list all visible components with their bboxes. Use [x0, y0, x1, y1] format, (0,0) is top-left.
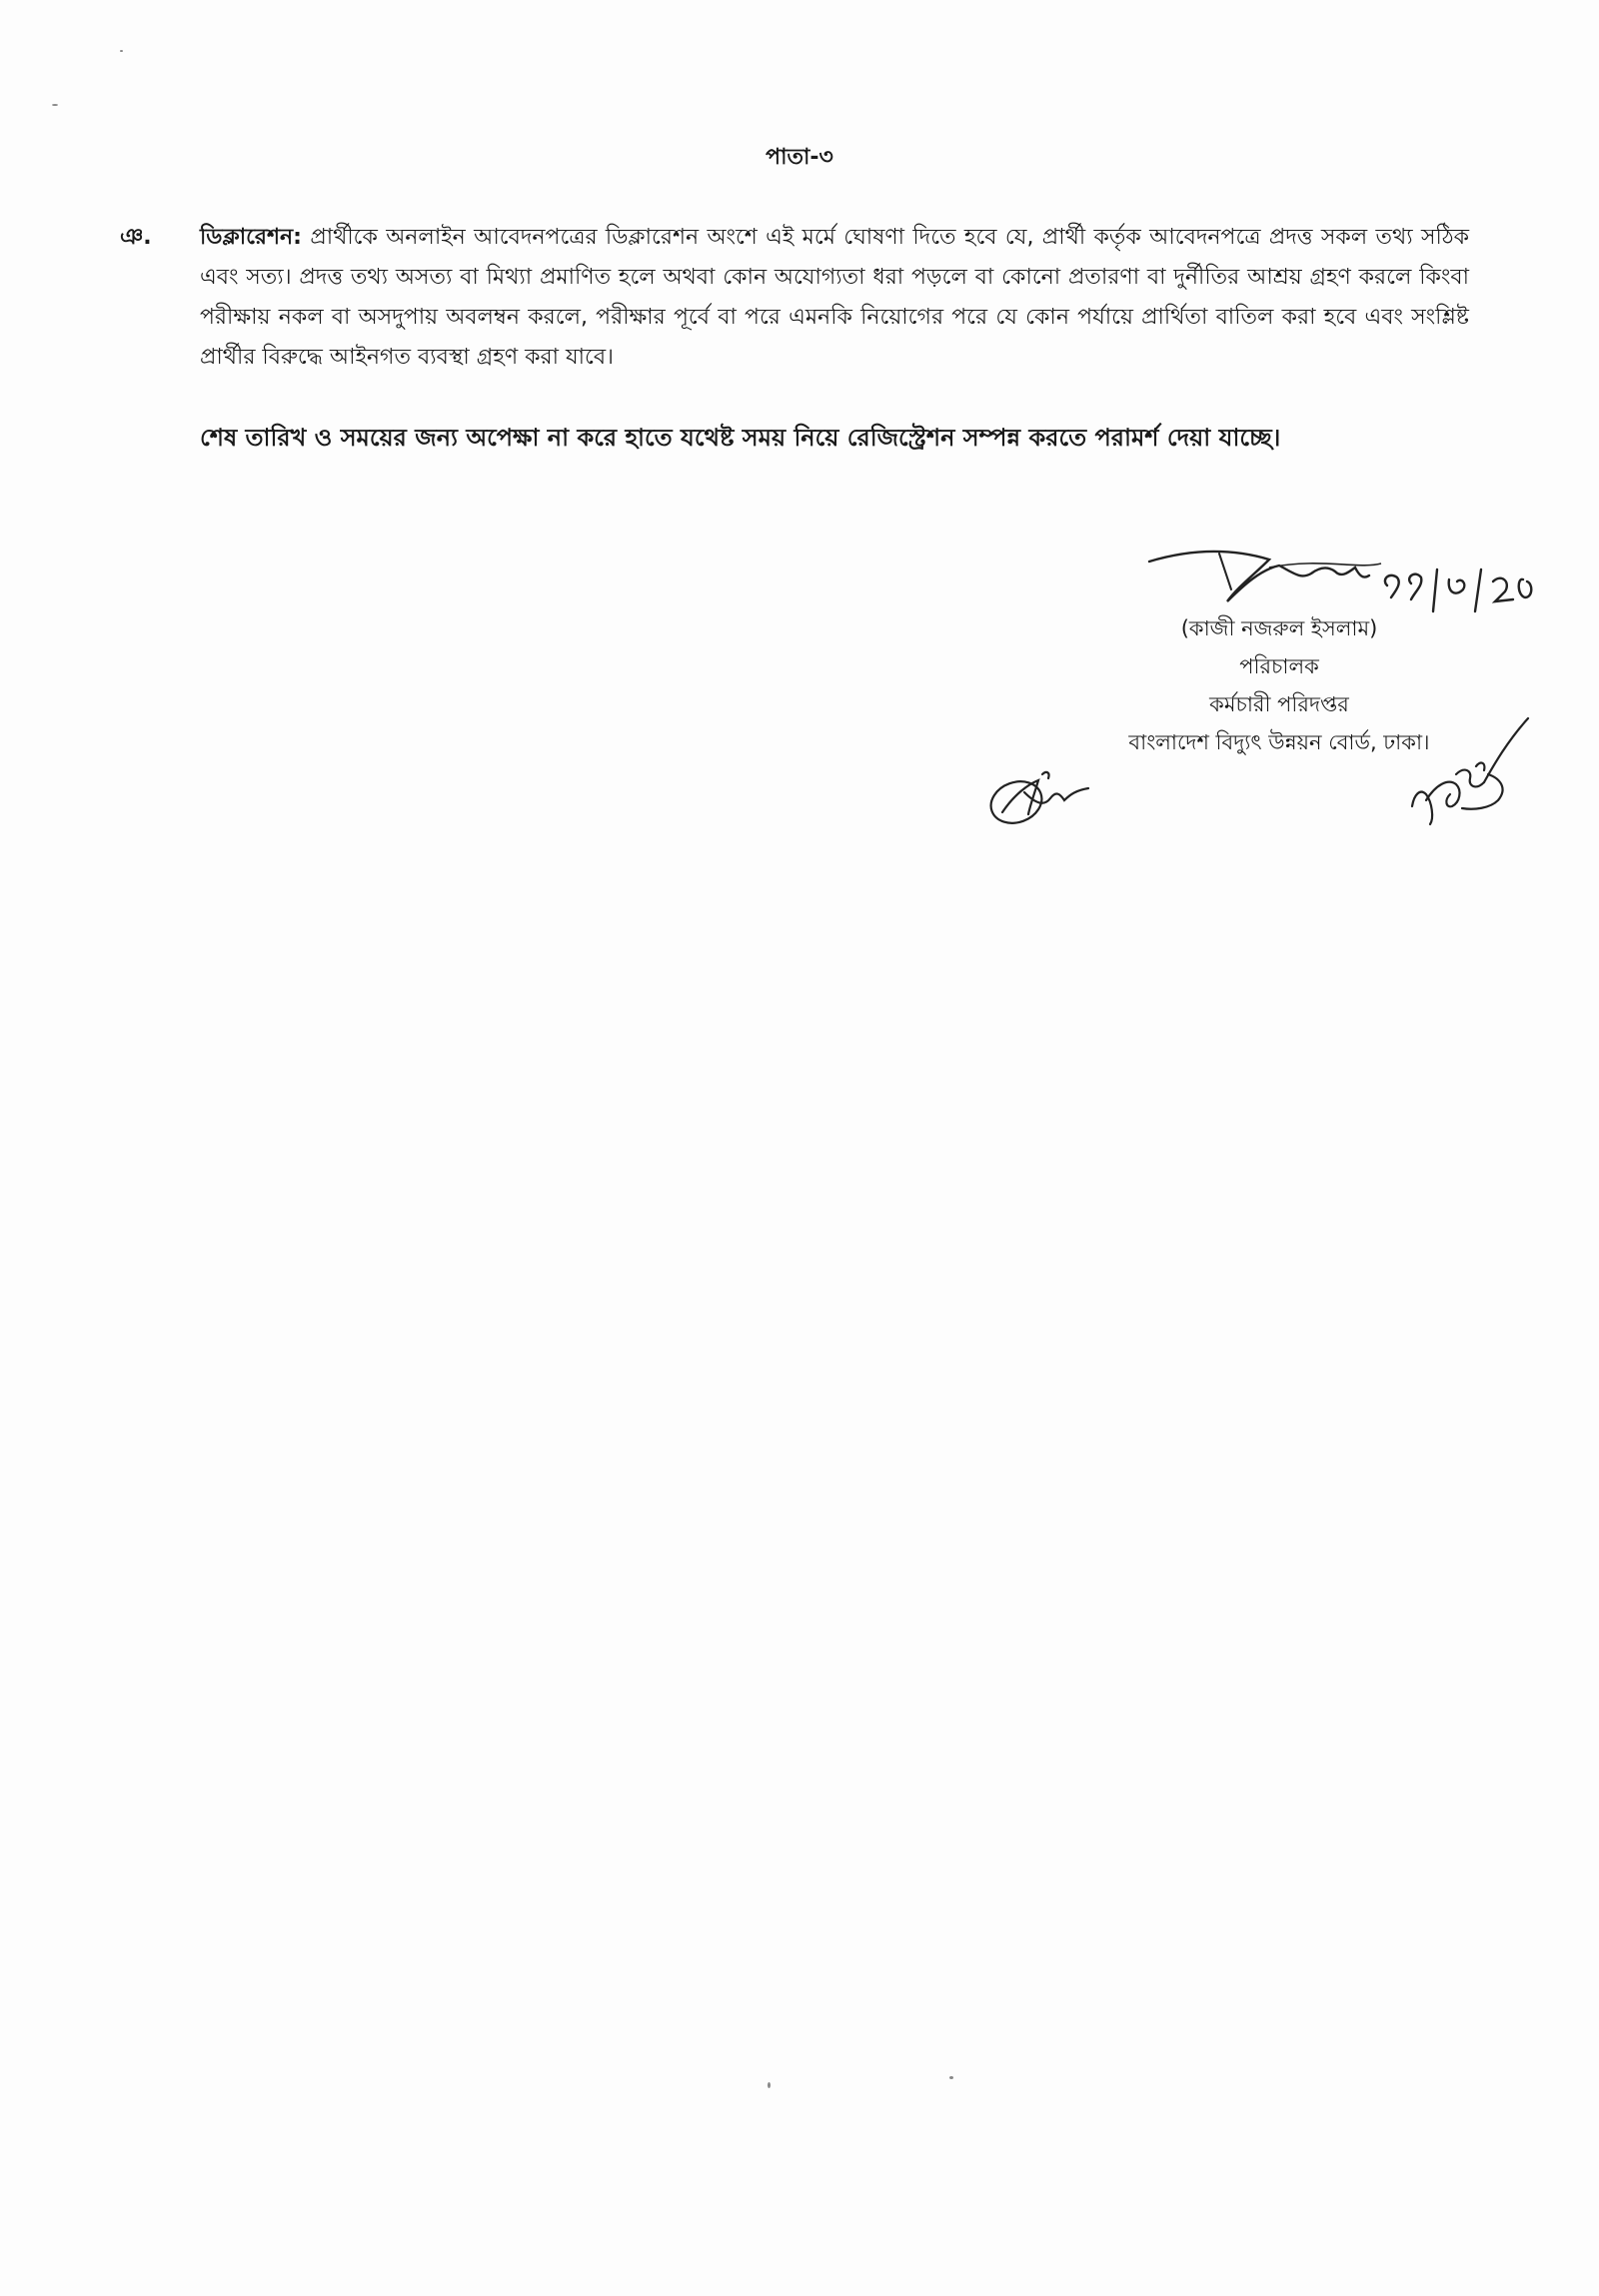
declaration-clause [120, 218, 1469, 378]
handwritten-initial-right [1404, 714, 1534, 844]
scan-speck [768, 2082, 771, 2088]
signatory-name: (কাজী নজরুল ইসলাম) [1180, 616, 1378, 640]
clause-heading: ডিক্লারেশন: [200, 225, 302, 250]
scan-speck [949, 2076, 953, 2079]
page-number: পাতা-৩ [766, 145, 833, 170]
handwritten-signature [1119, 540, 1539, 619]
signatory-organization: বাংলাদেশ বিদ্যুৎ উন্নয়ন বোর্ড, ঢাকা। [1128, 730, 1430, 754]
signatory-designation: পরিচালক [1239, 654, 1319, 678]
clause-marker: ঞ. [120, 225, 152, 250]
clause-body [200, 218, 1469, 378]
clause-text: প্রার্থীকে অনলাইন আবেদনপত্রের ডিক্লারেশন অংশে এই মর্মে ঘোষণা দিতে হবে যে, প্রার্থী কর্তৃক আবেদনপত্রে প্রদত্ত সকল তথ্য সঠিক এবং সত্য। প্রদত্ত তথ্য অসত্য বা মিথ্যা প্রমাণিত হলে অথবা কোন অযোগ্যতা ধরা পড়লে বা কোনো প্রতারণা বা দুর্নীতির আশ্রয় গ্রহণ করলে কিংবা পরীক্ষায় নকল বা অসদুপায় অবলম্বন করলে, পরীক্ষার পূর্বে বা পরে এমনকি নিয়োগের পরে যে কোন পর্যায়ে প্রার্থিতা বাতিল করা হবে এবং সংশ্লিষ্ট প্রার্থীর বিরুদ্ধে আইনগত ব্যবস্থা গ্রহণ করা যাবে। [200, 225, 1469, 370]
handwritten-initial-left [984, 754, 1094, 834]
scan-speck [120, 50, 123, 52]
signatory-department: কর্মচারী পরিদপ্তর [1209, 692, 1349, 716]
registration-advice: শেষ তারিখ ও সময়ের জন্য অপেক্ষা না করে হাতে যথেষ্ট সময় নিয়ে রেজিস্ট্রেশন সম্পন্ন করতে পরামর্শ দেয়া যাচ্ছে। [200, 424, 1281, 452]
scan-speck [52, 104, 58, 106]
